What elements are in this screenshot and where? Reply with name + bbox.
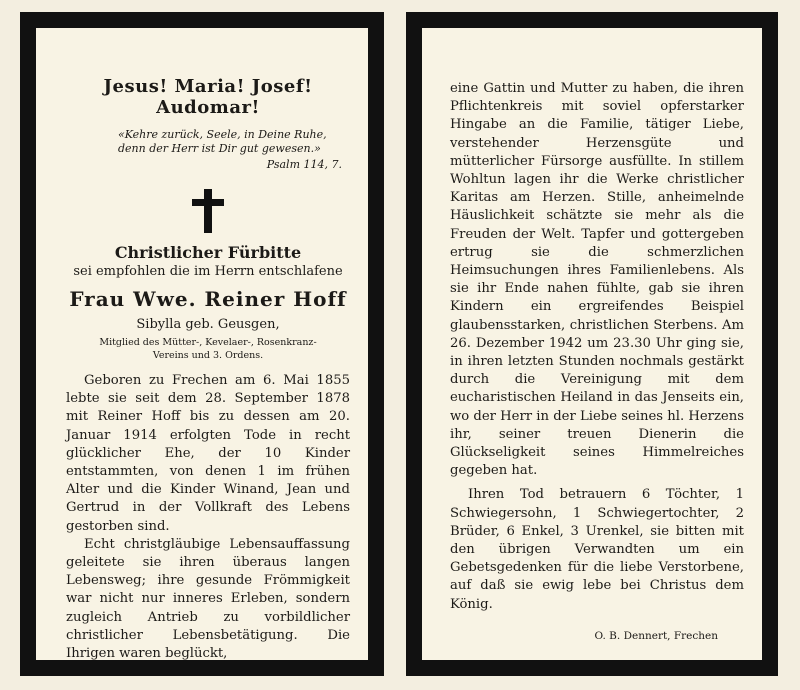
membership-line-2: Vereins und 3. Ordens. [152,350,264,361]
membership-line-1: Mitglied des Mütter-, Kevelaer-, Rosenkranz- [99,337,317,348]
biography-paragraph-1-text: Geboren zu Frechen am 6. Mai 1855 lebte sie seit dem 28. September 1878 mit Reiner Hoff bis zu dessen am 20. Januar 1914 erfolgten Tode in recht glücklicher Ehe, der 10 Kinder entstammten, von denen 1 im frühen Alter und die Kinder Winand, Jean und Gertrud in der Vollkraft des Lebens gestorben sind. [66,373,350,534]
biography-paragraph-2-text: Echt christgläubige Lebensauffassung geleitete sie ihren überaus langen Lebensweg; ihre gesunde Frömmigkeit war nicht nur inneres Erleben, sondern zugleich Antrieb zu vorbildlicher christlicher Lebensbetätigung. Die Ihrigen waren beglückt, [66,536,350,660]
deceased-name: Frau Wwe. Reiner Hoff [69,287,347,311]
left-page-card [20,12,384,676]
intercession-line: sei empfohlen die im Herrn entschlafene [73,264,343,279]
mourners-paragraph-text: Ihren Tod betrauern 6 Töchter, 1 Schwiegersohn, 1 Schwiegertochter, 2 Brüder, 6 Enkel, 3 Urenkel, sie bitten mit den übrigen Verwandten um ein Gebetsgedenken für die liebe Verstorbene, auf daß sie ewig lebe bei Christus dem König. [450,487,744,612]
mourners-paragraph [450,486,744,613]
psalm-quote-line-1: «Kehre zurück, Seele, in Deine Ruhe, [118,128,327,141]
psalm-reference: Psalm 114, 7. [266,158,342,171]
printer-imprint: O. B. Dennert, Frechen [594,629,718,642]
cross-icon [192,189,224,233]
psalm-quote-line-2: denn der Herr ist Dir gut gewesen.» [118,142,321,155]
tribute-paragraph-1: eine Gattin und Mutter zu haben, die ihren Pflichtenkreis mit soviel opferstarker Hingabe an die Familie, tätiger Liebe, verstehender Herzensgüte und mütterlicher Fürsorge ausfüllte. In stillem Wohltun lagen ihr die Werke christlicher Karitas am Herzen. Stille, anheimelnde Häuslichkeit schätzte sie mehr als die Freuden der Welt. Tapfer und gottergeben ertrug sie die schmerzlichen Heimsuchungen ihres Familienlebens. Als sie ihr Ende nahen fühlte, gab sie ihren Kindern ein ergreifendes Beispiel glaubensstarken, christlichen Sterbens. Am 26. Dezember 1942 um 23.30 Uhr ging sie, in ihren letzten Stunden nochmals gestärkt durch die Vereinigung mit dem eucharistischen Heiland in das Jenseits ein, wo der Herr in der Liebe seines hl. Herzens ihr, seiner treuen Dienerin die Glückseligkeit seines Himmelreiches gegeben hat. [450,81,744,479]
membership-info [66,336,350,362]
biography-paragraph-1 [66,372,350,536]
psalm-quote [118,128,350,156]
invocation-heading: Jesus! Maria! Josef! Audomar! [103,76,313,118]
right-page-content [422,28,762,660]
right-page-card [406,12,778,676]
deceased-birthname: Sibylla geb. Geusgen, [136,317,280,332]
biography-paragraph-2 [66,536,350,660]
intercession-title: Christlicher Fürbitte [114,243,302,262]
left-page-content [36,28,368,660]
